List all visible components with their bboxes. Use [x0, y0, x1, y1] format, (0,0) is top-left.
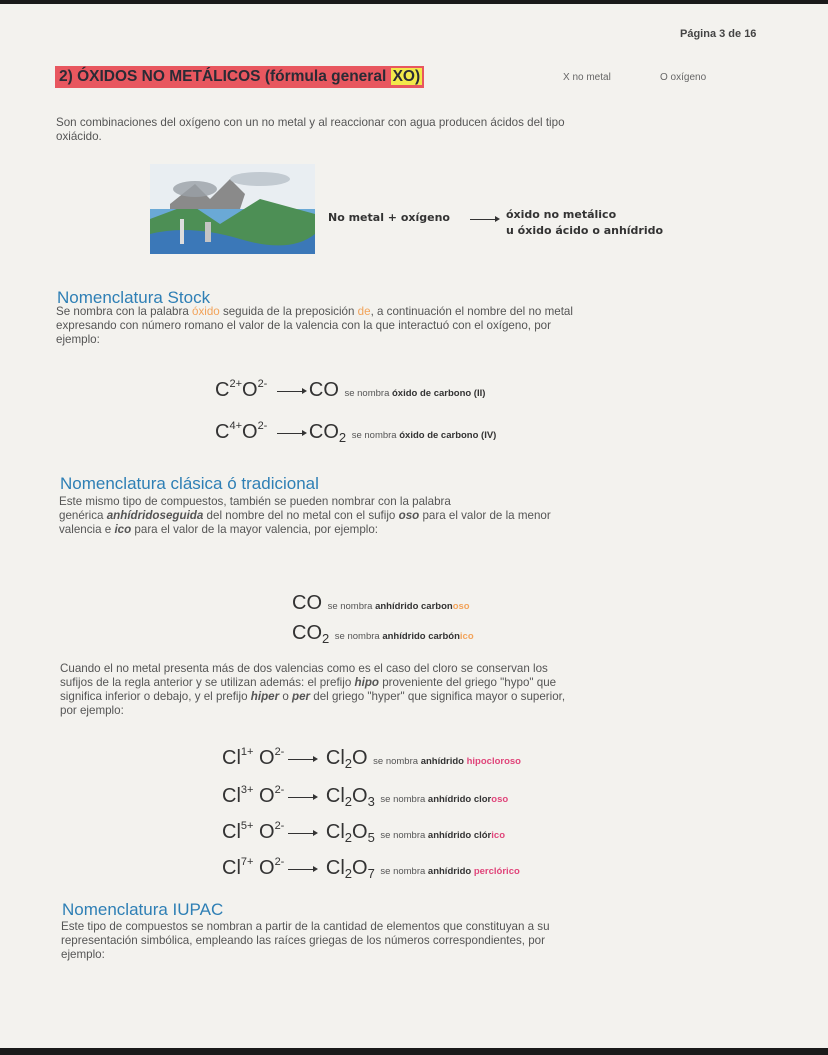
page-number: Página 3 de 16 — [680, 28, 757, 40]
chlorine-example-3: $Cl^{5+}$ $O^{2-}$ $Cl_2O_5$ se nombra anhídrido clórico — [222, 820, 505, 845]
chlorine-paragraph: Cuando el no metal presenta más de dos valencias como es el caso del cloro se conservan los sufijos de la regla anterior y se utilizan además: el prefijo hipo proveniente del griego "hypo" que significa inferior o debajo, y el prefijo hiper o per del griego "hyper" que significa mayor o superior, por ejemplo: — [60, 662, 566, 717]
iupac-paragraph: Este tipo de compuestos se nombran a partir de la cantidad de elementos que constituyan a su representación simbólica, empleando las raíces griegas de los números correspondientes, por ejemplo: — [61, 920, 550, 961]
reaction-product-2: u óxido ácido o anhídrido — [506, 224, 664, 237]
clasica-example-2: $CO_2$ se nombra anhídrido carbónico — [292, 622, 474, 646]
stock-example-1: $C^{2+}O^{2-}$ CO se nombra óxido de carbono (II) — [215, 378, 486, 401]
legend-o: O oxígeno — [660, 72, 707, 83]
section-title — [55, 66, 424, 88]
chlorine-example-2: $Cl^{3+}$ $O^{2-}$ $Cl_2O_3$ se nombra anhídrido cloroso — [222, 784, 509, 809]
heading-stock: Nomenclatura Stock — [57, 288, 211, 307]
clasica-paragraph: Este mismo tipo de compuestos, también se pueden nombrar con la palabra genérica anhídridoseguida del nombre del no metal con el sufijo oso para el valor de la menor valencia e ico para el valor de la mayor valencia, por ejemplo: — [59, 495, 551, 536]
legend-x: X no metal — [563, 72, 611, 83]
reaction-product-1: óxido no metálico — [506, 208, 617, 221]
chlorine-example-1: $Cl^{1+}$ $O^{2-}$ $Cl_2O$ se nombra anhídrido hipocloroso — [222, 746, 521, 771]
heading-clasica: Nomenclatura clásica ó tradicional — [60, 474, 319, 493]
stock-paragraph: Se nombra con la palabra óxido seguida de la preposición de, a continuación el nombre del no metal expresando con número romano el valor de la valencia con la que interactuó con el oxígeno, por ejemplo: — [56, 305, 573, 346]
document-page — [0, 4, 828, 1048]
chlorine-example-4: $Cl^{7+}$ $O^{2-}$ $Cl_2O_7$ se nombra anhídrido perclórico — [222, 856, 520, 881]
intro-paragraph: Son combinaciones del oxígeno con un no metal y al reaccionar con agua producen ácidos del tipo oxiácido. — [56, 116, 565, 143]
reaction-reactants: No metal + oxígeno — [328, 211, 450, 224]
title-text: 2) ÓXIDOS NO METÁLICOS (fórmula general — [59, 68, 391, 85]
clasica-example-1: CO se nombra anhídrido carbonoso — [292, 592, 470, 614]
reaction-arrow — [466, 211, 502, 229]
water-cycle-illustration — [150, 164, 315, 254]
stock-example-2: $C^{4+}O^{2-}$ $CO_2$ se nombra óxido de carbono (IV) — [215, 420, 497, 445]
heading-iupac: Nomenclatura IUPAC — [62, 900, 224, 919]
title-formula: XO) — [392, 68, 421, 85]
